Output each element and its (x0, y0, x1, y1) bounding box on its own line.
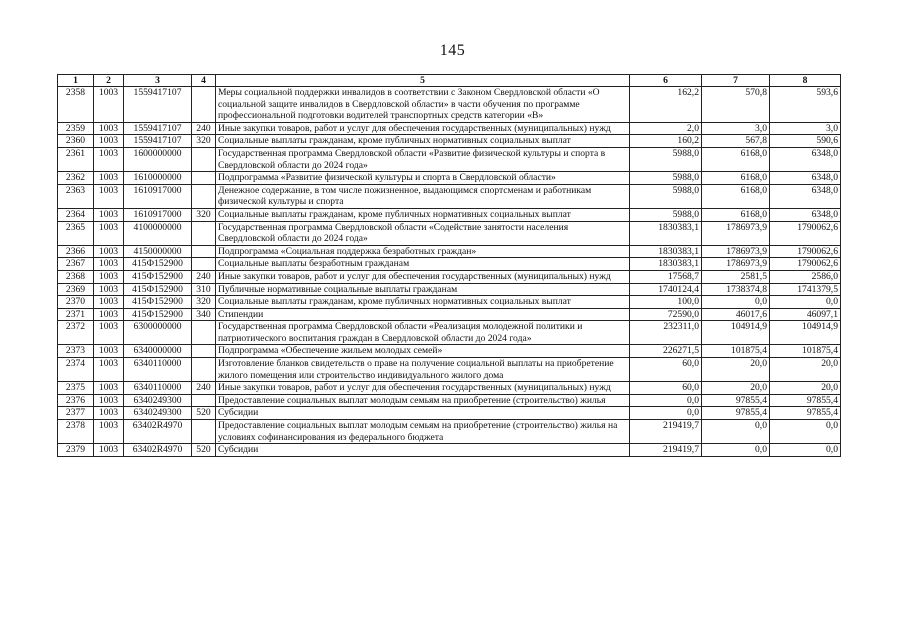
section-code: 1003 (94, 208, 124, 221)
target-article-code: 1610917000 (124, 208, 192, 221)
budget-table (57, 74, 841, 457)
table-row (58, 258, 841, 271)
table-row (58, 407, 841, 420)
target-article-code: 415Ф152900 (124, 258, 192, 271)
target-article-code: 4100000000 (124, 221, 192, 245)
row-number: 2363 (58, 184, 94, 208)
amount-col-7: 6168,0 (702, 172, 770, 185)
amount-col-6: 1740124,4 (630, 283, 702, 296)
target-article-code: 4150000000 (124, 245, 192, 258)
amount-col-7: 1738374,8 (702, 283, 770, 296)
amount-col-7: 567,8 (702, 135, 770, 148)
item-description: Социальные выплаты гражданам, кроме публичных нормативных социальных выплат (216, 208, 630, 221)
amount-col-6: 60,0 (630, 382, 702, 395)
table-row (58, 444, 841, 457)
expense-type-code (192, 394, 216, 407)
amount-col-6: 0,0 (630, 394, 702, 407)
amount-col-6: 100,0 (630, 296, 702, 309)
section-code: 1003 (94, 122, 124, 135)
amount-col-7: 3,0 (702, 122, 770, 135)
item-description: Государственная программа Свердловской области «Содействие занятости населения Свердловской области до 2024 года» (216, 221, 630, 245)
item-description: Подпрограмма «Развитие физической культуры и спорта в Свердловской области» (216, 172, 630, 185)
column-header-3: 3 (124, 75, 192, 87)
target-article-code: 6300000000 (124, 321, 192, 345)
amount-col-7: 1786973,9 (702, 258, 770, 271)
table-row (58, 308, 841, 321)
row-number: 2371 (58, 308, 94, 321)
table-row (58, 245, 841, 258)
amount-col-6: 72590,0 (630, 308, 702, 321)
column-header-5: 5 (216, 75, 630, 87)
row-number: 2365 (58, 221, 94, 245)
item-description: Изготовление бланков свидетельств о праве на получение социальной выплаты на приобретение жилого помещения или строительство индивидуального жилого дома (216, 358, 630, 382)
row-number: 2377 (58, 407, 94, 420)
table-row (58, 135, 841, 148)
amount-col-6: 17568,7 (630, 270, 702, 283)
expense-type-code: 520 (192, 407, 216, 420)
amount-col-8: 2586,0 (770, 270, 841, 283)
row-number: 2360 (58, 135, 94, 148)
target-article-code: 1559417107 (124, 87, 192, 123)
row-number: 2359 (58, 122, 94, 135)
expense-type-code: 320 (192, 208, 216, 221)
table-row (58, 147, 841, 171)
row-number: 2358 (58, 87, 94, 123)
row-number: 2378 (58, 420, 94, 444)
item-description: Предоставление социальных выплат молодым семьям на приобретение (строительство) жилья на условиях софинансирования из федерального бюджета (216, 420, 630, 444)
amount-col-7: 6168,0 (702, 208, 770, 221)
item-description: Государственная программа Свердловской области «Развитие физической культуры и спорта в Свердловской области до 2024 года» (216, 147, 630, 171)
amount-col-8: 6348,0 (770, 184, 841, 208)
amount-col-6: 1830383,1 (630, 221, 702, 245)
amount-col-6: 226271,5 (630, 345, 702, 358)
item-description: Социальные выплаты гражданам, кроме публичных нормативных социальных выплат (216, 296, 630, 309)
amount-col-8: 0,0 (770, 296, 841, 309)
amount-col-8: 104914,9 (770, 321, 841, 345)
table-header (58, 75, 841, 87)
row-number: 2375 (58, 382, 94, 395)
target-article-code: 63402R4970 (124, 420, 192, 444)
table-row (58, 122, 841, 135)
target-article-code: 1600000000 (124, 147, 192, 171)
expense-type-code: 320 (192, 135, 216, 148)
amount-col-6: 1830383,1 (630, 245, 702, 258)
amount-col-6: 5988,0 (630, 184, 702, 208)
target-article-code: 6340249300 (124, 394, 192, 407)
section-code: 1003 (94, 184, 124, 208)
section-code: 1003 (94, 221, 124, 245)
table-row (58, 382, 841, 395)
column-header-4: 4 (192, 75, 216, 87)
section-code: 1003 (94, 245, 124, 258)
row-number: 2364 (58, 208, 94, 221)
row-number: 2373 (58, 345, 94, 358)
table-row (58, 283, 841, 296)
item-description: Иные закупки товаров, работ и услуг для обеспечения государственных (муниципальных) нужд (216, 270, 630, 283)
table-row (58, 420, 841, 444)
table-row (58, 270, 841, 283)
expense-type-code: 340 (192, 308, 216, 321)
item-description: Социальные выплаты гражданам, кроме публичных нормативных социальных выплат (216, 135, 630, 148)
target-article-code: 415Ф152900 (124, 270, 192, 283)
amount-col-8: 1790062,6 (770, 245, 841, 258)
section-code: 1003 (94, 308, 124, 321)
expense-type-code: 240 (192, 382, 216, 395)
section-code: 1003 (94, 345, 124, 358)
amount-col-7: 6168,0 (702, 184, 770, 208)
row-number: 2379 (58, 444, 94, 457)
expense-type-code (192, 258, 216, 271)
target-article-code: 1610917000 (124, 184, 192, 208)
amount-col-7: 0,0 (702, 296, 770, 309)
amount-col-8: 0,0 (770, 420, 841, 444)
expense-type-code (192, 245, 216, 258)
item-description: Подпрограмма «Социальная поддержка безработных граждан» (216, 245, 630, 258)
amount-col-8: 97855,4 (770, 394, 841, 407)
expense-type-code: 240 (192, 270, 216, 283)
target-article-code: 415Ф152900 (124, 308, 192, 321)
amount-col-6: 2,0 (630, 122, 702, 135)
amount-col-7: 0,0 (702, 420, 770, 444)
amount-col-7: 2581,5 (702, 270, 770, 283)
item-description: Иные закупки товаров, работ и услуг для обеспечения государственных (муниципальных) нужд (216, 122, 630, 135)
section-code: 1003 (94, 147, 124, 171)
amount-col-7: 6168,0 (702, 147, 770, 171)
item-description: Предоставление социальных выплат молодым семьям на приобретение (строительство) жилья (216, 394, 630, 407)
section-code: 1003 (94, 420, 124, 444)
expense-type-code (192, 321, 216, 345)
section-code: 1003 (94, 87, 124, 123)
amount-col-6: 1830383,1 (630, 258, 702, 271)
amount-col-6: 162,2 (630, 87, 702, 123)
section-code: 1003 (94, 321, 124, 345)
amount-col-8: 1741379,5 (770, 283, 841, 296)
row-number: 2366 (58, 245, 94, 258)
amount-col-8: 593,6 (770, 87, 841, 123)
amount-col-8: 101875,4 (770, 345, 841, 358)
row-number: 2376 (58, 394, 94, 407)
table-row (58, 208, 841, 221)
page-number: 145 (439, 42, 466, 59)
table-row (58, 296, 841, 309)
table-row (58, 394, 841, 407)
table-row (58, 184, 841, 208)
row-number: 2367 (58, 258, 94, 271)
table-body (58, 87, 841, 457)
amount-col-7: 104914,9 (702, 321, 770, 345)
column-header-7: 7 (702, 75, 770, 87)
expense-type-code: 240 (192, 122, 216, 135)
amount-col-8: 6348,0 (770, 208, 841, 221)
table-row (58, 172, 841, 185)
item-description: Публичные нормативные социальные выплаты гражданам (216, 283, 630, 296)
table-row (58, 358, 841, 382)
column-header-6: 6 (630, 75, 702, 87)
item-description: Стипендии (216, 308, 630, 321)
target-article-code: 6340249300 (124, 407, 192, 420)
amount-col-8: 1790062,6 (770, 221, 841, 245)
amount-col-8: 0,0 (770, 444, 841, 457)
amount-col-7: 97855,4 (702, 394, 770, 407)
amount-col-7: 0,0 (702, 444, 770, 457)
amount-col-6: 5988,0 (630, 208, 702, 221)
amount-col-6: 5988,0 (630, 147, 702, 171)
row-number: 2374 (58, 358, 94, 382)
amount-col-8: 97855,4 (770, 407, 841, 420)
row-number: 2368 (58, 270, 94, 283)
header-row (58, 75, 841, 87)
target-article-code: 6340110000 (124, 358, 192, 382)
target-article-code: 1559417107 (124, 122, 192, 135)
amount-col-8: 590,6 (770, 135, 841, 148)
section-code: 1003 (94, 135, 124, 148)
section-code: 1003 (94, 172, 124, 185)
row-number: 2361 (58, 147, 94, 171)
section-code: 1003 (94, 407, 124, 420)
table-row (58, 87, 841, 123)
expense-type-code (192, 420, 216, 444)
amount-col-8: 6348,0 (770, 147, 841, 171)
expense-type-code (192, 184, 216, 208)
section-code: 1003 (94, 283, 124, 296)
expense-type-code (192, 345, 216, 358)
item-description: Субсидии (216, 407, 630, 420)
amount-col-6: 160,2 (630, 135, 702, 148)
column-header-1: 1 (58, 75, 94, 87)
target-article-code: 415Ф152900 (124, 283, 192, 296)
expense-type-code (192, 87, 216, 123)
amount-col-7: 46017,6 (702, 308, 770, 321)
amount-col-7: 101875,4 (702, 345, 770, 358)
row-number: 2370 (58, 296, 94, 309)
expense-type-code (192, 358, 216, 382)
table-row (58, 321, 841, 345)
section-code: 1003 (94, 258, 124, 271)
amount-col-6: 219419,7 (630, 444, 702, 457)
amount-col-6: 232311,0 (630, 321, 702, 345)
amount-col-8: 20,0 (770, 382, 841, 395)
item-description: Меры социальной поддержки инвалидов в соответствии с Законом Свердловской области «О социальной защите инвалидов в Свердловской области» в части обучения по программе профессиональной подготовки водителей транспортных средств категории «В» (216, 87, 630, 123)
target-article-code: 1610000000 (124, 172, 192, 185)
expense-type-code (192, 172, 216, 185)
section-code: 1003 (94, 382, 124, 395)
amount-col-7: 97855,4 (702, 407, 770, 420)
item-description: Субсидии (216, 444, 630, 457)
row-number: 2372 (58, 321, 94, 345)
expense-type-code: 520 (192, 444, 216, 457)
amount-col-6: 5988,0 (630, 172, 702, 185)
column-header-8: 8 (770, 75, 841, 87)
amount-col-6: 0,0 (630, 407, 702, 420)
amount-col-7: 1786973,9 (702, 221, 770, 245)
amount-col-8: 46097,1 (770, 308, 841, 321)
section-code: 1003 (94, 296, 124, 309)
table-row (58, 221, 841, 245)
section-code: 1003 (94, 270, 124, 283)
section-code: 1003 (94, 444, 124, 457)
table-row (58, 345, 841, 358)
amount-col-6: 219419,7 (630, 420, 702, 444)
expense-type-code (192, 221, 216, 245)
item-description: Государственная программа Свердловской области «Реализация молодежной политики и патриотического воспитания граждан в Свердловской области до 2024 года» (216, 321, 630, 345)
amount-col-8: 3,0 (770, 122, 841, 135)
row-number: 2362 (58, 172, 94, 185)
target-article-code: 415Ф152900 (124, 296, 192, 309)
amount-col-8: 1790062,6 (770, 258, 841, 271)
item-description: Денежное содержание, в том числе пожизненное, выдающимся спортсменам и работникам физической культуры и спорта (216, 184, 630, 208)
amount-col-7: 570,8 (702, 87, 770, 123)
target-article-code: 6340000000 (124, 345, 192, 358)
row-number: 2369 (58, 283, 94, 296)
expense-type-code: 320 (192, 296, 216, 309)
amount-col-6: 60,0 (630, 358, 702, 382)
item-description: Иные закупки товаров, работ и услуг для обеспечения государственных (муниципальных) нужд (216, 382, 630, 395)
amount-col-7: 20,0 (702, 358, 770, 382)
target-article-code: 6340110000 (124, 382, 192, 395)
target-article-code: 63402R4970 (124, 444, 192, 457)
item-description: Подпрограмма «Обеспечение жильем молодых семей» (216, 345, 630, 358)
item-description: Социальные выплаты безработным гражданам (216, 258, 630, 271)
expense-type-code: 310 (192, 283, 216, 296)
amount-col-7: 20,0 (702, 382, 770, 395)
amount-col-7: 1786973,9 (702, 245, 770, 258)
section-code: 1003 (94, 358, 124, 382)
amount-col-8: 20,0 (770, 358, 841, 382)
section-code: 1003 (94, 394, 124, 407)
target-article-code: 1559417107 (124, 135, 192, 148)
expense-type-code (192, 147, 216, 171)
column-header-2: 2 (94, 75, 124, 87)
amount-col-8: 6348,0 (770, 172, 841, 185)
